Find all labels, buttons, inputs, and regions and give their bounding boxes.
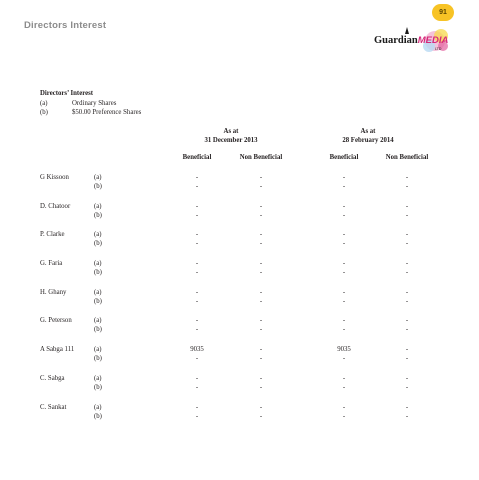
share-value: - — [342, 412, 346, 420]
director-share-line — [0, 413, 479, 422]
share-value: - — [405, 346, 409, 354]
share-value: - — [342, 317, 346, 325]
intro-item — [40, 99, 141, 109]
share-value: - — [405, 383, 409, 391]
director-name: C. Sabga — [40, 374, 65, 382]
share-value: 9035 — [190, 346, 204, 354]
share-value: - — [405, 297, 409, 305]
share-value: - — [195, 383, 199, 391]
director-share-line — [0, 174, 479, 183]
share-value: - — [405, 326, 409, 334]
director-share-line — [0, 260, 479, 269]
share-value: - — [342, 202, 346, 210]
director-share-line — [0, 317, 479, 326]
column-header-beneficial: Beneficial — [182, 154, 212, 161]
share-value: - — [342, 288, 346, 296]
director-share-line — [0, 212, 479, 221]
directors-table — [0, 174, 479, 432]
share-value: - — [405, 202, 409, 210]
director-share-line — [0, 384, 479, 393]
share-value: - — [195, 374, 199, 382]
director-share-line — [0, 346, 479, 355]
share-value: - — [342, 240, 346, 248]
director-name: G Kissoon — [40, 174, 69, 181]
share-class-code: (a) — [94, 374, 102, 382]
share-value: - — [405, 403, 409, 411]
share-class-code: (a) — [94, 260, 102, 268]
director-share-line — [0, 183, 479, 192]
guardian-media-logo — [371, 24, 451, 54]
director-row — [0, 404, 479, 433]
director-name: G. Faria — [40, 260, 63, 268]
share-class-code: (b) — [94, 355, 102, 363]
director-share-line — [0, 355, 479, 364]
share-value: - — [195, 297, 199, 305]
share-value: - — [342, 403, 346, 411]
director-row — [0, 203, 479, 232]
director-row — [0, 231, 479, 260]
share-class-code: (a) — [94, 288, 102, 296]
share-class-code: (b) — [94, 269, 102, 277]
share-value: - — [342, 211, 346, 219]
share-value: - — [405, 240, 409, 248]
share-value: - — [259, 346, 263, 354]
share-value: - — [405, 211, 409, 219]
director-share-line — [0, 298, 479, 307]
director-share-line — [0, 231, 479, 240]
intro-item-key: (a) — [40, 99, 48, 107]
director-row — [0, 375, 479, 404]
director-name: P. Clarke — [40, 231, 65, 239]
column-group-line: 31 December 2013 — [204, 137, 258, 144]
column-group-2013 — [191, 127, 271, 145]
share-class-code: (a) — [94, 231, 102, 239]
column-header-beneficial: Beneficial — [329, 154, 359, 161]
director-name: H. Ghany — [40, 288, 67, 296]
share-value: - — [259, 183, 263, 190]
director-share-line — [0, 404, 479, 413]
share-value: - — [259, 202, 263, 210]
section-title: Directors Interest — [24, 20, 107, 31]
share-value: - — [342, 260, 346, 268]
share-value: - — [405, 231, 409, 239]
director-share-line — [0, 326, 479, 335]
share-value: - — [342, 355, 346, 363]
share-value: - — [342, 297, 346, 305]
director-name: A Sabga 111 — [40, 346, 75, 354]
share-value: - — [259, 260, 263, 268]
page-number-badge: 91 — [432, 4, 454, 21]
intro-item-label: $50.00 Preference Shares — [72, 109, 142, 117]
share-value: - — [405, 183, 409, 190]
share-value: - — [342, 326, 346, 334]
share-value: - — [259, 240, 263, 248]
share-value: - — [259, 269, 263, 277]
share-value: - — [342, 269, 346, 277]
share-value: - — [195, 260, 199, 268]
share-value: - — [405, 288, 409, 296]
column-header-non-beneficial: Non Beneficial — [385, 154, 429, 161]
director-name: D. Chatoor — [40, 202, 71, 210]
share-value: - — [195, 174, 199, 181]
share-value: - — [259, 288, 263, 296]
share-class-code: (a) — [94, 317, 102, 325]
column-header-non-beneficial: Non Beneficial — [239, 154, 283, 161]
share-value: - — [405, 374, 409, 382]
director-row — [0, 260, 479, 289]
share-value: - — [195, 183, 199, 190]
director-share-line — [0, 375, 479, 384]
share-class-code: (b) — [94, 383, 102, 391]
share-value: - — [342, 383, 346, 391]
share-value: - — [342, 174, 346, 181]
director-share-line — [0, 269, 479, 278]
share-value: - — [259, 412, 263, 420]
intro-item — [40, 108, 141, 118]
share-value: - — [342, 183, 346, 190]
share-class-code: (a) — [94, 202, 102, 210]
director-row — [0, 346, 479, 375]
share-value: - — [259, 231, 263, 239]
director-name: C. Sankat — [40, 403, 67, 411]
share-value: - — [259, 326, 263, 334]
column-group-line: 28 February 2014 — [342, 137, 394, 144]
director-row — [0, 289, 479, 318]
share-value: - — [195, 326, 199, 334]
intro-item-label: Ordinary Shares — [72, 99, 117, 107]
share-value: - — [405, 269, 409, 277]
column-group-line: As at — [223, 128, 239, 135]
share-value: - — [259, 374, 263, 382]
share-value: 9035 — [337, 346, 351, 354]
share-value: - — [195, 403, 199, 411]
logo-suffix: LTD — [435, 47, 442, 51]
share-value: - — [405, 317, 409, 325]
share-class-code: (b) — [94, 297, 102, 305]
share-class-code: (b) — [94, 183, 102, 190]
share-value: - — [259, 317, 263, 325]
director-name: G. Peterson — [40, 317, 72, 325]
share-value: - — [259, 403, 263, 411]
share-value: - — [195, 412, 199, 420]
share-value: - — [195, 211, 199, 219]
share-value: - — [405, 412, 409, 420]
intro-title: Directors’ Interest — [40, 90, 94, 97]
director-row — [0, 174, 479, 203]
share-value: - — [259, 297, 263, 305]
share-value: - — [195, 269, 199, 277]
share-value: - — [342, 374, 346, 382]
column-group-2014 — [328, 127, 408, 145]
director-row — [0, 317, 479, 346]
share-value: - — [342, 231, 346, 239]
intro-item-key: (b) — [40, 109, 48, 117]
share-value: - — [259, 211, 263, 219]
share-value: - — [195, 231, 199, 239]
share-value: - — [405, 260, 409, 268]
share-class-code: (a) — [94, 346, 102, 354]
share-value: - — [195, 288, 199, 296]
share-class-code: (b) — [94, 326, 102, 334]
share-value: - — [195, 355, 199, 363]
share-class-code: (a) — [94, 403, 102, 411]
share-value: - — [259, 355, 263, 363]
director-share-line — [0, 203, 479, 212]
share-value: - — [195, 202, 199, 210]
director-share-line — [0, 289, 479, 298]
director-share-line — [0, 240, 479, 249]
share-value: - — [259, 383, 263, 391]
share-value: - — [195, 240, 199, 248]
logo-wordmark: GuardianMEDIA — [374, 35, 449, 46]
share-class-code: (a) — [94, 174, 102, 181]
share-value: - — [405, 174, 409, 181]
share-class-code: (b) — [94, 240, 102, 248]
share-value: - — [259, 174, 263, 181]
share-value: - — [195, 317, 199, 325]
share-class-code: (b) — [94, 211, 102, 219]
intro-block — [40, 89, 141, 118]
share-value: - — [405, 355, 409, 363]
column-group-line: As at — [360, 128, 376, 135]
share-class-code: (b) — [94, 412, 102, 420]
